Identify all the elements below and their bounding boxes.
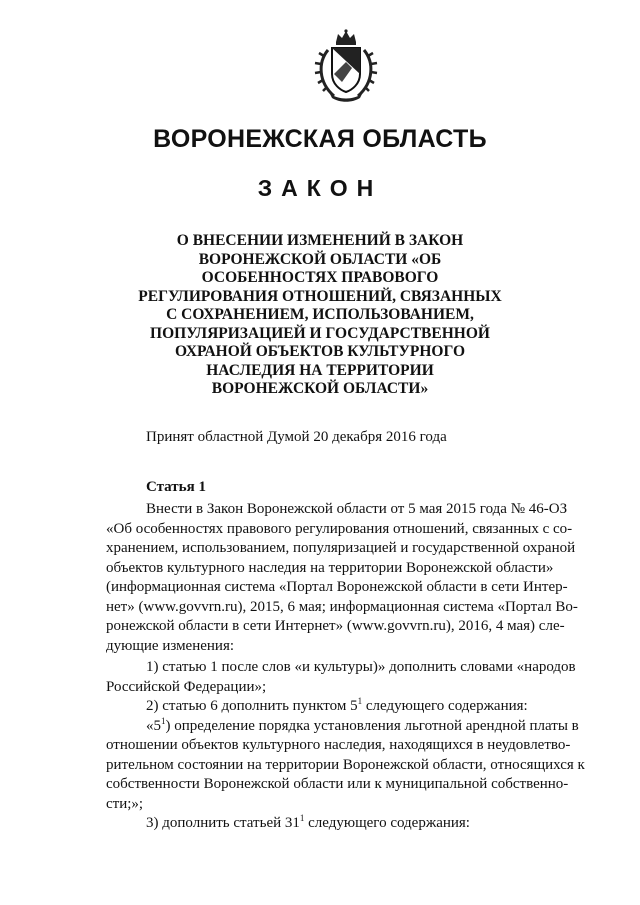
quote-line: отношении объектов культурного наследия, находящихся в неудовлетво- xyxy=(106,737,571,753)
title-line: ОСОБЕННОСТЯХ ПРАВОВОГО xyxy=(201,269,439,286)
title-line: ПОПУЛЯРИЗАЦИЕЙ И ГОСУДАРСТВЕННОЙ xyxy=(150,324,490,342)
paragraph-line: хранением, использованием, популяризацией и государственной охраной xyxy=(106,540,576,556)
item-3-line xyxy=(106,814,534,834)
title-line: ВОРОНЕЖСКОЙ ОБЛАСТИ» xyxy=(211,380,429,397)
paragraph-line: дующие изменения: xyxy=(106,637,235,654)
item-3-text: следующего содержания: xyxy=(304,815,470,831)
article-heading: Статья 1 xyxy=(146,479,206,495)
paragraph-line: Внести в Закон Воронежской области от 5 мая 2015 года № 46-ОЗ xyxy=(146,501,568,517)
paragraph-line: (информационная система «Портал Воронежской области в сети Интер- xyxy=(106,579,568,595)
paragraph-line: объектов культурного наследия на территории Воронежской области» xyxy=(106,559,554,576)
title-line: С СОХРАНЕНИЕМ, ИСПОЛЬЗОВАНИЕМ, xyxy=(166,306,474,323)
coat-of-arms-emblem xyxy=(312,28,380,104)
item-1-line: 1) статью 1 после слов «и культуры)» дополнить словами «народов xyxy=(146,659,576,675)
quote-line: собственности Воронежской области или к муниципальной собственно- xyxy=(106,776,569,792)
amendment-items xyxy=(106,658,585,834)
title-line: ВОРОНЕЖСКОЙ ОБЛАСТИ «ОБ xyxy=(198,250,442,268)
quote-text: ) определение порядка установления льготной арендной платы в xyxy=(165,717,579,734)
item-2-text: следующего содержания: xyxy=(362,698,528,714)
title-line: РЕГУЛИРОВАНИЯ ОТНОШЕНИЙ, СВЯЗАННЫХ xyxy=(138,287,502,305)
region-heading: ВОРОНЕЖСКАЯ ОБЛАСТЬ xyxy=(153,125,487,153)
quote-text: «5 xyxy=(146,717,161,734)
superscript: 1 xyxy=(299,813,305,823)
title-line: НАСЛЕДИЯ НА ТЕРРИТОРИИ xyxy=(206,361,434,379)
item-2-text: 2) статью 6 дополнить пунктом 5 xyxy=(146,698,358,714)
title-line: ОХРАНОЙ ОБЪЕКТОВ КУЛЬТУРНОГО xyxy=(174,343,466,360)
item-3-text: 3) дополнить статьей 31 xyxy=(146,815,300,831)
title-line: О ВНЕСЕНИИ ИЗМЕНЕНИЙ В ЗАКОН xyxy=(176,232,464,249)
quote-line xyxy=(106,715,579,737)
article-intro-paragraph xyxy=(106,500,578,656)
paragraph-line: ронежской области в сети Интернет» (www.govvrn.ru), 2016, 4 мая) сле- xyxy=(106,618,565,634)
item-1-line: Российской Федерации»; xyxy=(106,678,267,695)
superscript: 1 xyxy=(357,696,363,706)
paragraph-line: нет» (www.govvrn.ru), 2015, 6 мая; информационная система «Портал Во- xyxy=(106,598,578,615)
quote-line: сти;»; xyxy=(106,795,144,812)
law-title xyxy=(120,232,520,399)
document-type-heading: ЗАКОН xyxy=(257,175,383,201)
item-2-line xyxy=(106,697,534,717)
superscript: 1 xyxy=(161,715,166,726)
quote-line: рительном состоянии на территории Воронежской области, относящихся к xyxy=(106,756,585,773)
paragraph-line: «Об особенностях правового регулирования отношений, связанных с со- xyxy=(106,520,573,537)
adoption-note: Принят областной Думой 20 декабря 2016 года xyxy=(146,429,447,445)
